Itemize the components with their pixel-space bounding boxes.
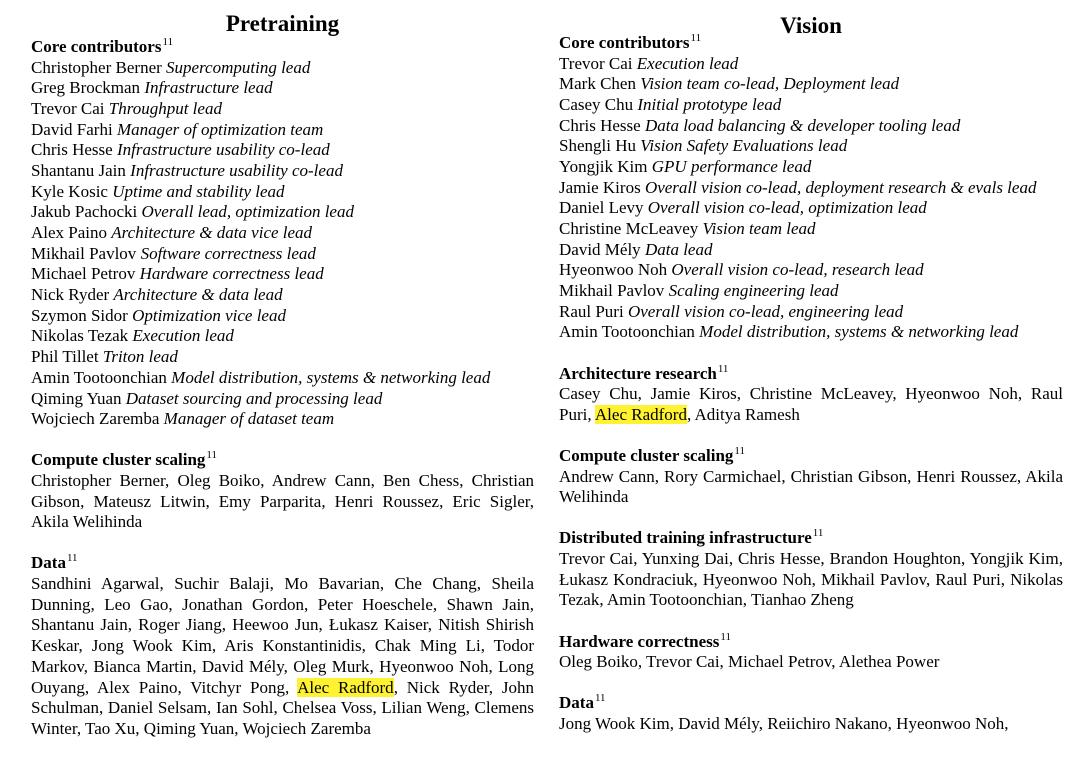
contributor-name: Amin Tootoonchian <box>559 322 695 342</box>
contributor-entry <box>31 140 534 161</box>
contributor-name: David Mély <box>559 239 641 259</box>
contributor-entry <box>559 54 1063 75</box>
contributor-role: Infrastructure usability co-lead <box>130 160 343 180</box>
contributor-role: Manager of optimization team <box>116 119 324 139</box>
contributor-name: Chris Hesse <box>559 115 641 135</box>
contributor-name: Mark Chen <box>559 74 636 94</box>
section-heading: Compute cluster scaling$^{11}$ <box>559 445 745 466</box>
footnote-marker: 11 <box>734 445 745 458</box>
pretraining-column <box>31 0 534 760</box>
pretraining-compute-section <box>31 450 534 533</box>
contributor-entry <box>31 223 534 244</box>
contributor-entry <box>31 182 534 203</box>
contributor-name: Christopher Berner <box>31 57 162 77</box>
contributor-role: Execution lead <box>636 53 739 73</box>
contributor-name: Wojciech Zaremba <box>31 409 160 429</box>
vision-data-section <box>559 693 1063 734</box>
contributor-role: Manager of dataset team <box>163 409 335 429</box>
section-heading: Core contributors$^{11}$ <box>31 36 174 56</box>
contributor-name: Casey Chu <box>559 94 634 114</box>
contributor-entry <box>559 198 1063 219</box>
contributor-entry <box>31 264 534 285</box>
highlighted-name: Alec Radford <box>297 677 394 697</box>
contributor-name: Trevor Cai <box>559 53 633 73</box>
contributor-entry <box>559 322 1063 343</box>
contributor-role: Infrastructure usability co-lead <box>116 140 330 160</box>
footnote-marker: 11 <box>594 692 606 705</box>
contributor-entry <box>559 240 1063 261</box>
contributor-role: Vision Safety Evaluations lead <box>640 136 848 156</box>
contributor-role: Triton lead <box>102 347 178 367</box>
contributor-paragraph: Oleg Boiko, Trevor Cai, Michael Petrov, Alethea Power <box>559 652 940 672</box>
contributor-name: Yongjik Kim <box>559 156 648 176</box>
contributor-role: Scaling engineering lead <box>668 281 839 301</box>
vision-compute-section <box>559 446 1063 508</box>
contributor-name: Christine McLeavey <box>559 219 699 238</box>
contributor-role: Supercomputing lead <box>166 57 311 77</box>
contributor-role: Infrastructure lead <box>144 78 273 98</box>
contributor-entry <box>559 74 1063 95</box>
contributor-role: Overall vision co-lead, optimization lead <box>647 198 927 218</box>
contributor-role: Vision team lead <box>702 219 816 238</box>
contributor-name: Raul Puri <box>559 301 624 321</box>
vision-title: Vision <box>780 13 842 38</box>
contributor-name: Nikolas Tezak <box>31 326 129 346</box>
section-heading: Data$^{11}$ <box>31 552 78 573</box>
footnote-marker: 11 <box>720 630 731 643</box>
contributor-name: Jamie Kiros <box>559 177 641 197</box>
contributor-entry <box>31 285 534 306</box>
contributor-list <box>31 58 534 430</box>
contributor-role: Overall vision co-lead, deployment research & evals lead <box>644 177 1037 197</box>
contributor-name: Mikhail Pavlov <box>559 281 665 301</box>
vision-hardware-section <box>559 632 1063 673</box>
pretraining-data-section <box>31 553 534 739</box>
contributor-role: GPU performance lead <box>651 156 812 176</box>
contributor-role: Architecture & data vice lead <box>111 223 313 242</box>
section-heading: Compute cluster scaling$^{11}$ <box>31 449 217 470</box>
contributor-name: Trevor Cai <box>31 98 105 118</box>
contributor-name: Daniel Levy <box>559 198 644 218</box>
contributor-entry <box>31 347 534 368</box>
contributor-entry <box>31 306 534 327</box>
footnote-marker: 11 <box>717 362 729 375</box>
contributor-entry <box>559 157 1063 178</box>
footnote-marker: 11 <box>690 32 702 44</box>
footnote-marker: 11 <box>66 552 78 565</box>
contributor-entry <box>559 116 1063 137</box>
contributor-role: Overall lead, optimization lead <box>141 202 354 222</box>
contributor-name: Shantanu Jain <box>31 160 126 180</box>
vision-architecture-section <box>559 364 1063 426</box>
contributor-entry <box>31 78 534 99</box>
highlighted-name: Alec Radford <box>594 404 687 424</box>
vision-column <box>559 0 1063 755</box>
contributor-name: Qiming Yuan <box>31 388 122 408</box>
contributor-entry <box>31 161 534 182</box>
contributor-entry <box>31 326 534 347</box>
contributor-entry <box>559 178 1063 199</box>
contributor-entry <box>31 120 534 141</box>
contributor-name: Mikhail Pavlov <box>31 243 137 263</box>
contributor-name: Nick Ryder <box>31 285 110 305</box>
contributor-paragraph: Jong Wook Kim, David Mély, Reiichiro Nakano, Hyeonwoo Noh, <box>559 713 1009 733</box>
contributor-entry <box>559 302 1063 323</box>
contributor-entry <box>31 244 534 265</box>
section-heading: Core contributors$^{11}$ <box>559 32 702 52</box>
contributor-name: Michael Petrov <box>31 264 136 284</box>
contributor-role: Vision team co-lead, Deployment lead <box>640 74 900 94</box>
vision-core-section <box>559 33 1063 343</box>
contributor-paragraph: Trevor Cai, Yunxing Dai, Chris Hesse, Brandon Houghton, Yongjik Kim, Łukasz Kondraciuk, Hyeonwoo Noh, Mikhail Pavlov, Raul Puri, Nikolas Tezak, Amin Tootoonchian, Tianhao Zheng <box>559 548 1063 610</box>
contributor-name: Jakub Pachocki <box>31 202 138 222</box>
section-heading: Hardware correctness$^{11}$ <box>559 630 731 651</box>
contributor-role: Data lead <box>644 239 713 259</box>
pretraining-title: Pretraining <box>225 11 340 36</box>
section-heading: Architecture research$^{11}$ <box>559 362 729 383</box>
contributor-role: Initial prototype lead <box>637 94 782 114</box>
contributor-name: Alex Paino <box>31 223 108 242</box>
section-heading: Distributed training infrastructure$^{11}$ <box>559 527 824 548</box>
contributor-role: Hardware correctness lead <box>139 264 324 284</box>
contributor-paragraph: Andrew Cann, Rory Carmichael, Christian Gibson, Henri Roussez, Akila Welihinda <box>559 466 1063 507</box>
contributor-name: Amin Tootoonchian <box>31 367 167 387</box>
contributor-role: Data load balancing & developer tooling lead <box>644 115 961 135</box>
footnote-marker: 11 <box>812 527 824 540</box>
contributor-role: Throughput lead <box>108 98 222 118</box>
contributor-name: Phil Tillet <box>31 347 99 367</box>
contributor-role: Overall vision co-lead, engineering lead <box>627 301 904 321</box>
pretraining-core-section <box>31 37 534 430</box>
contributor-role: Uptime and stability lead <box>112 181 285 201</box>
contributor-name: Hyeonwoo Noh <box>559 260 668 280</box>
contributor-name: Chris Hesse <box>31 140 113 160</box>
footnote-marker: 11 <box>206 449 217 462</box>
contributor-paragraph: Casey Chu, Jamie Kiros, Christine McLeavey, Hyeonwoo Noh, Raul Puri, Alec Radford, Aditya Ramesh <box>559 384 1063 424</box>
contributor-entry <box>31 409 534 430</box>
contributor-entry <box>31 368 534 389</box>
contributor-list <box>559 54 1063 344</box>
contributor-role: Overall vision co-lead, research lead <box>671 260 924 280</box>
contributor-entry <box>559 260 1063 281</box>
contributor-name: David Farhi <box>31 119 113 139</box>
contributor-role: Software correctness lead <box>140 243 316 263</box>
contributor-entry <box>559 95 1063 116</box>
contributor-role: Execution lead <box>132 326 234 346</box>
contributor-entry <box>31 389 534 410</box>
section-heading: Data$^{11}$ <box>559 692 606 713</box>
contributor-role: Dataset sourcing and processing lead <box>125 388 383 408</box>
contributor-entry <box>31 58 534 79</box>
contributor-paragraph: Christopher Berner, Oleg Boiko, Andrew Cann, Ben Chess, Christian Gibson, Mateusz Litwin, Emy Parparita, Henri Roussez, Eric Sigler, Akila Welihinda <box>31 470 534 532</box>
contributor-name: Greg Brockman <box>31 78 141 98</box>
contributor-name: Shengli Hu <box>559 136 636 156</box>
contributor-role: Optimization vice lead <box>132 305 286 325</box>
contributor-name: Kyle Kosic <box>31 181 108 201</box>
contributor-name: Szymon Sidor <box>31 305 128 325</box>
contributor-role: Model distribution, systems & networking lead <box>171 367 491 387</box>
contributor-paragraph: Sandhini Agarwal, Suchir Balaji, Mo Bavarian, Che Chang, Sheila Dunning, Leo Gao, Jonathan Gordon, Peter Hoeschele, Shawn Jain, Shantanu Jain, Roger Jiang, Heewoo Jun, Łukasz Kaiser, Nitish Shirish Keskar, Jong Wook Kim, Aris Konstantinidis, Chak Ming Li, Todor Markov, Bianca Martin, David Mély, Oleg Murk, Hyeonwoo Noh, Long Ouyang, Alex Paino, Vitchyr Pong, Alec Radford, Nick Ryder, John Schulman, Daniel Selsam, Ian Sohl, Chelsea Voss, Lilian Weng, Clemens Winter, Tao Xu, Qiming Yuan, Wojciech Zaremba <box>31 573 534 738</box>
contributor-entry <box>559 219 1063 240</box>
contributor-entry <box>559 136 1063 157</box>
footnote-marker: 11 <box>162 36 174 48</box>
vision-distributed-section <box>559 528 1063 611</box>
contributor-entry <box>31 99 534 120</box>
contributor-role: Model distribution, systems & networking lead <box>699 322 1019 342</box>
contributor-entry <box>559 281 1063 302</box>
contributor-entry <box>31 202 534 223</box>
contributor-role: Architecture & data lead <box>113 285 283 305</box>
